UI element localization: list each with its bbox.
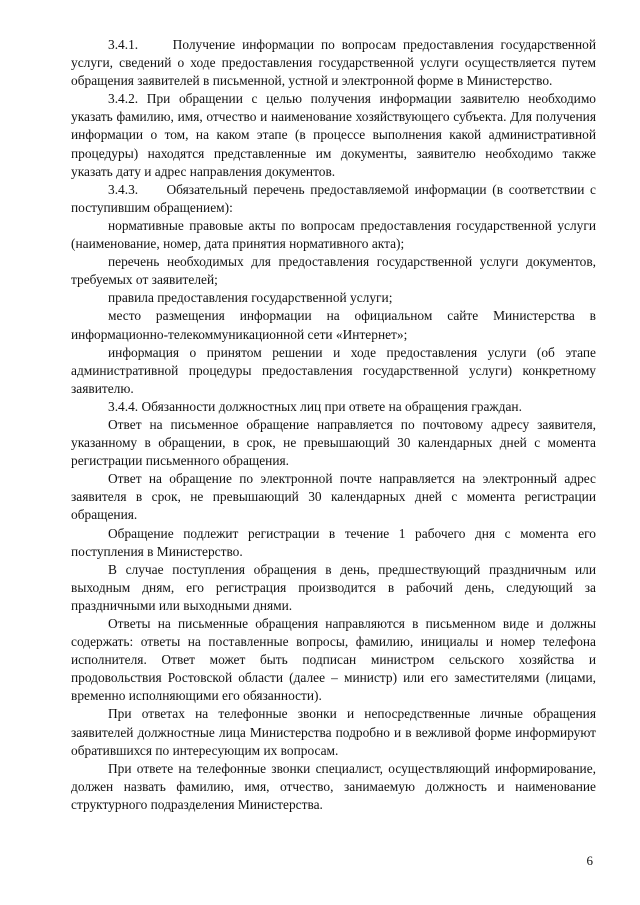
- paragraph-3-4-3: 3.4.3. Обязательный перечень предоставляемой информации (в соответствии с поступившим обращением):: [71, 181, 596, 215]
- paragraph-3-4-2: 3.4.2. При обращении с целью получения информации заявителю необходимо указать фамилию, имя, отчество и наименование хозяйствующего субъекта. Для получения информации о том, на каком этапе (в процессе выполнения какой административной процедуры) находятся представленные им документы, заявителю необходимо также указать дату и адрес направления документов.: [71, 91, 596, 179]
- list-item-rules: правила предоставления государственной услуги;: [108, 290, 393, 306]
- paragraph-3-4-4: 3.4.4. Обязанности должностных лиц при ответе на обращения граждан.: [108, 398, 522, 414]
- paragraph-registration: Обращение подлежит регистрации в течение 1 рабочего дня с момента его поступления в Министерство.: [71, 525, 596, 559]
- paragraph-3-4-1: 3.4.1. Получение информации по вопросам предоставления государственной услуги, сведений о ходе предоставления государственной услуги осуществляется путем обращения заявителей в письменной, устной и электронной форме в Министерство.: [71, 37, 596, 89]
- paragraph-holiday-registration: В случае поступления обращения в день, предшествующий праздничным или выходным дням, его регистрация производится в рабочий день, следующий за праздничными или выходными днями.: [71, 561, 596, 613]
- paragraph-specialist-phone: При ответе на телефонные звонки специалист, осуществляющий информирование, должен назвать фамилию, имя, отчество, занимаемую должность и наименование структурного подразделения Министерства.: [71, 760, 596, 812]
- paragraph-reply-contents: Ответы на письменные обращения направляются в письменном виде и должны содержать: ответы на поставленные вопросы, фамилию, инициалы и номер телефона исполнителя. Ответ может быть подписан министром сельского хозяйства и продовольствия Ростовской области (далее – министр) или его заместителями (лицами, временно исполняющими его обязанности).: [71, 616, 596, 704]
- paragraph-written-reply: Ответ на письменное обращение направляется по почтовому адресу заявителя, указанному в обращении, в срок, не превышающий 30 календарных дней с момента регистрации письменного обращения.: [71, 416, 596, 469]
- page-number: 6: [586, 853, 593, 868]
- list-item-website-location: место размещения информации на официальном сайте Министерства в информационно-телекоммуникационной сети «Интернет»;: [71, 308, 596, 342]
- list-item-normative-acts: нормативные правовые акты по вопросам предоставления государственной услуги (наименование, номер, дата принятия нормативного акта);: [71, 217, 596, 252]
- list-item-documents-list: перечень необходимых для предоставления государственной услуги документов, требуемых от заявителей;: [71, 254, 596, 288]
- paragraph-phone-calls: При ответах на телефонные звонки и непосредственные личные обращения заявителей должностные лица Министерства подробно и в вежливой форме информируют обратившихся по интересующим их вопросам.: [71, 706, 596, 758]
- paragraph-email-reply: Ответ на обращение по электронной почте направляется на электронный адрес заявителя в срок, не превышающий 30 календарных дней с момента регистрации обращения.: [71, 471, 596, 523]
- list-item-decision-info: информация о принятом решении и ходе предоставления услуги (об этапе административной процедуры предоставления государственной услуги) конкретному заявителю.: [71, 344, 596, 396]
